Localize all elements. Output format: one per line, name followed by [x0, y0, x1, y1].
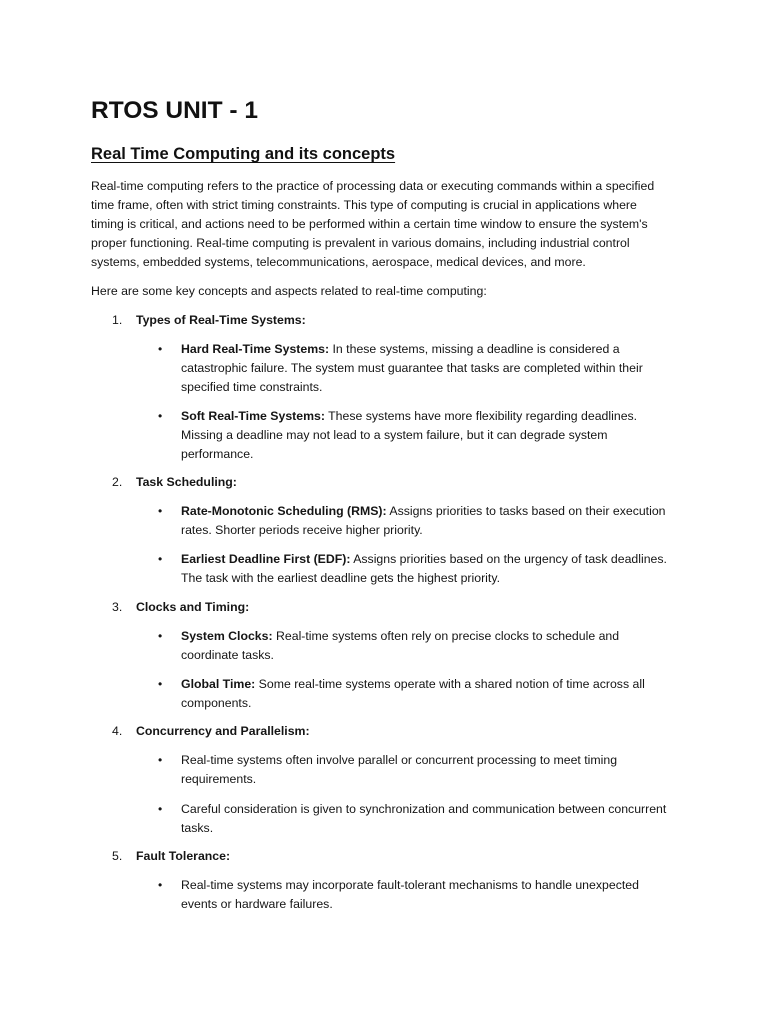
- lead-paragraph: Here are some key concepts and aspects related to real-time computing:: [91, 284, 487, 298]
- bullet-term: Hard Real-Time Systems:: [181, 342, 330, 356]
- topic-number: 5.: [112, 849, 123, 863]
- bullet-text: [181, 876, 667, 914]
- bullet-icon: •: [158, 409, 163, 423]
- topic-title: Task Scheduling:: [136, 475, 237, 489]
- bullet-icon: •: [158, 878, 163, 892]
- topic-number: 4.: [112, 724, 123, 738]
- bullet-description: Assigns priorities based on the urgency of task deadlines. The task with the earliest deadline gets the highest priority.: [181, 552, 667, 585]
- bullet-icon: •: [158, 629, 163, 643]
- bullet-description: Real-time systems often involve parallel or concurrent processing to meet timing requirements.: [181, 753, 618, 786]
- topic-label: [112, 311, 306, 330]
- bullet-icon: •: [158, 802, 163, 816]
- bullet-text: [181, 550, 667, 588]
- topic-title: Fault Tolerance:: [136, 849, 231, 863]
- bullet-text: [181, 627, 667, 665]
- bullet-description: Assigns priorities to tasks based on their execution rates. Shorter periods receive higher priority.: [181, 504, 666, 537]
- bullet-text: [181, 502, 667, 540]
- topic-number: 1.: [112, 313, 123, 327]
- bullet-description: Some real-time systems operate with a shared notion of time across all components.: [181, 677, 645, 710]
- bullet-term: System Clocks:: [181, 629, 273, 643]
- topic-title: Concurrency and Parallelism:: [136, 724, 310, 738]
- topic-label: [112, 473, 237, 492]
- bullet-text: [181, 407, 667, 464]
- bullet-icon: •: [158, 552, 163, 566]
- bullet-text: [181, 675, 667, 713]
- bullet-text: [181, 800, 667, 838]
- bullet-text: [181, 751, 667, 789]
- bullet-description: Real-time systems often rely on precise clocks to schedule and coordinate tasks.: [181, 629, 620, 662]
- bullet-description: Careful consideration is given to synchronization and communication between concurrent tasks.: [181, 802, 667, 835]
- topic-number: 3.: [112, 600, 123, 614]
- topic-title: Clocks and Timing:: [136, 600, 250, 614]
- topic-number: 2.: [112, 475, 123, 489]
- bullet-icon: •: [158, 342, 163, 356]
- bullet-text: [181, 340, 667, 397]
- bullet-term: Soft Real-Time Systems:: [181, 409, 325, 423]
- intro-paragraph: Real-time computing refers to the practice of processing data or executing commands within a specified time frame, often with strict timing constraints. This type of computing is crucial in applications where timing is critical, and actions need to be performed within a certain time window to ensure the system's proper functioning. Real-time computing is prevalent in various domains, including industrial control systems, embedded systems, telecommunications, aerospace, medical devices, and more.: [91, 179, 655, 269]
- bullet-description: These systems have more flexibility regarding deadlines. Missing a deadline may not lead to a system failure, but it can degrade system performance.: [181, 409, 638, 461]
- bullet-term: Rate-Monotonic Scheduling (RMS):: [181, 504, 387, 518]
- bullet-icon: •: [158, 504, 163, 518]
- topic-title: Types of Real-Time Systems:: [136, 313, 306, 327]
- topic-label: [112, 598, 249, 617]
- section-heading: Real Time Computing and its concepts: [91, 145, 396, 163]
- document-title: RTOS UNIT - 1: [91, 97, 258, 124]
- bullet-term: Global Time:: [181, 677, 256, 691]
- bullet-icon: •: [158, 677, 163, 691]
- bullet-term: Earliest Deadline First (EDF):: [181, 552, 351, 566]
- topic-label: [112, 847, 230, 866]
- bullet-icon: •: [158, 753, 163, 767]
- topic-label: [112, 722, 310, 741]
- bullet-description: In these systems, missing a deadline is considered a catastrophic failure. The system must guarantee that tasks are completed within their specified time constraints.: [181, 342, 643, 394]
- bullet-description: Real-time systems may incorporate fault-tolerant mechanisms to handle unexpected events or hardware failures.: [181, 878, 639, 911]
